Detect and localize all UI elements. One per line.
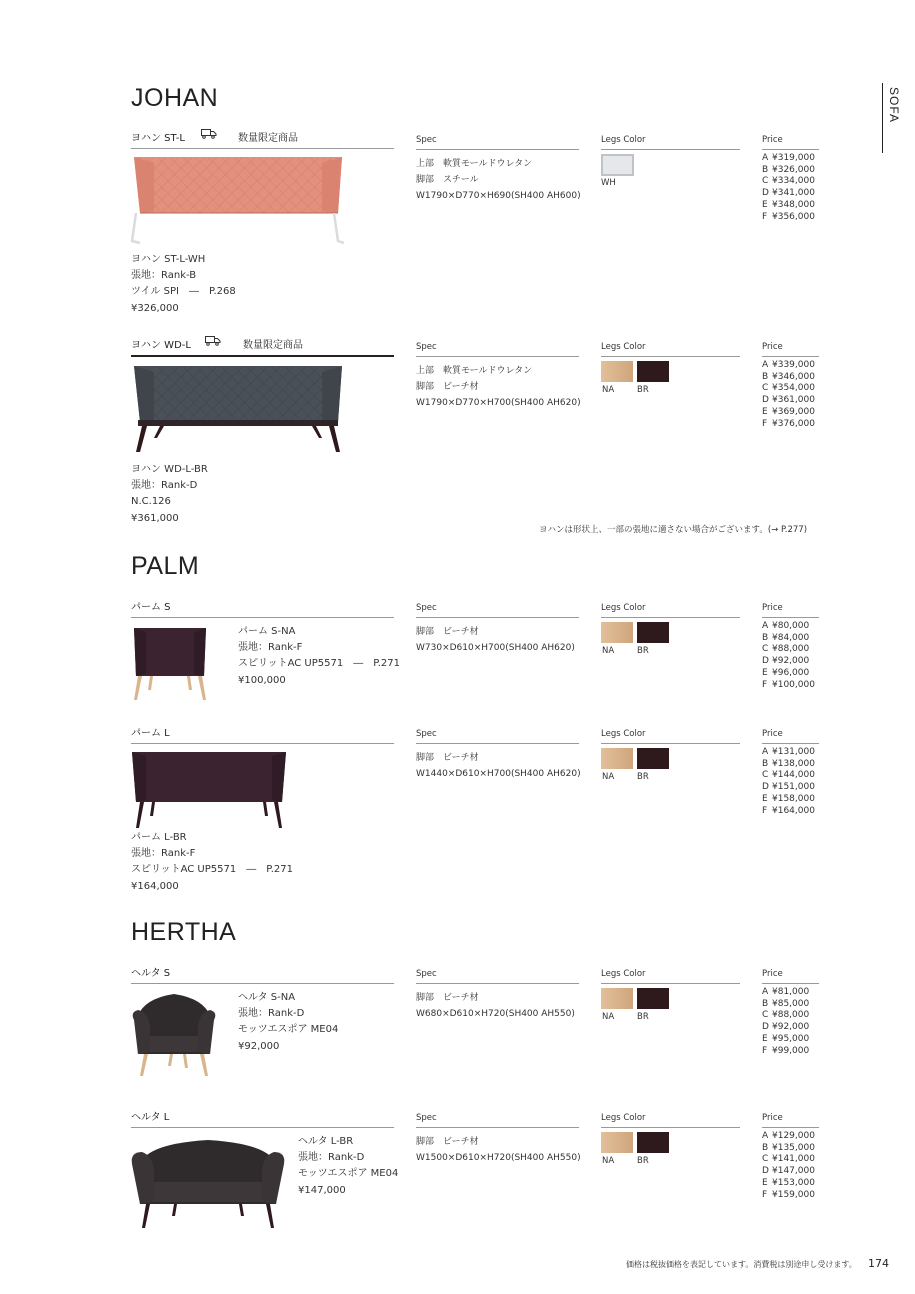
spec-header: Spec [416,969,579,984]
legs-swatch-br [637,1132,669,1153]
truck-icon [201,129,217,139]
caption-line: 張地：Rank-D [238,1008,305,1020]
spec-header: Spec [416,342,579,357]
product-caption [298,1134,398,1199]
truck-icon [205,336,221,346]
price-row [762,1034,809,1046]
spec-text [416,156,581,204]
price-row [762,383,815,395]
price-row [762,1143,815,1155]
price-grade: C [762,770,769,781]
price-value: ¥131,000 [772,747,815,757]
legs-label-br: BR [637,1012,649,1022]
caption-line: 張地：Rank-D [131,480,198,492]
price-value: ¥80,000 [772,621,810,631]
sofa-image-palm-l [130,750,288,830]
price-value: ¥95,000 [772,1033,810,1044]
price-row [762,680,815,692]
price-value: ¥376,000 [772,418,815,429]
price-grade: A [762,621,769,631]
legs-color-header: Legs Color [601,135,740,150]
price-value: ¥319,000 [772,153,815,163]
spec-line: W730×D610×H700(SH400 AH620) [416,643,575,653]
price-grade: D [762,188,769,199]
sofa-image-hertha-l [130,1134,286,1230]
price-row [762,644,815,656]
limited-label: 数量限定商品 [243,340,303,351]
price-grade: E [762,1033,768,1044]
price-row [762,212,815,224]
product-caption [238,990,338,1055]
spec-line: W1440×D610×H700(SH400 AH620) [416,769,581,779]
caption-line: モッツエスポア ME04 [298,1168,399,1180]
price-header: Price [762,135,819,150]
price-row [762,1010,809,1022]
caption-price: ¥326,000 [131,302,179,314]
price-grade: B [762,371,769,382]
legs-swatch-br [637,361,669,382]
price-value: ¥129,000 [772,1131,815,1141]
price-value: ¥84,000 [772,632,810,643]
price-row [762,770,815,782]
price-row [762,747,815,759]
price-row [762,621,815,633]
caption-line: 張地：Rank-D [298,1152,365,1164]
legs-swatch-na [601,988,633,1009]
price-row [762,987,809,999]
price-grade: E [762,793,768,804]
series-title-hertha: HERTHA [131,918,237,946]
price-value: ¥326,000 [772,164,815,175]
price-grade: B [762,998,769,1009]
sofa-image-johan-wd [130,364,346,456]
price-row [762,360,815,372]
price-value: ¥348,000 [772,199,815,210]
price-value: ¥159,000 [772,1189,815,1200]
price-grade: A [762,747,769,757]
price-value: ¥158,000 [772,793,815,804]
johan-note: ヨハンは形状上、一部の張地に適さない場合がございます。(→ P.277) [539,525,808,535]
caption-line: 張地：Rank-F [131,848,196,860]
price-row [762,668,815,680]
price-row [762,372,815,384]
price-row [762,656,815,668]
legs-label-na: NA [602,1012,615,1022]
legs-color-header: Legs Color [601,729,740,744]
price-value: ¥88,000 [772,1010,810,1021]
price-grade: C [762,176,769,187]
caption-line: パーム S-NA [238,626,296,637]
product-title [131,336,394,357]
legs-label-br: BR [637,385,649,395]
price-grade: F [762,418,768,429]
price-value: ¥85,000 [772,998,810,1009]
caption-line: ヨハン WD-L-BR [131,464,208,475]
chair-image-palm-s [130,624,210,702]
price-grade: A [762,360,769,370]
price-grade: C [762,1154,769,1165]
spec-text [416,363,581,411]
price-list [762,621,815,691]
price-header: Price [762,969,819,984]
price-grade: B [762,1142,769,1153]
page-number: 174 [868,1257,889,1270]
caption-line: N.C.126 [131,496,171,508]
price-grade: C [762,644,769,655]
price-value: ¥96,000 [772,667,810,678]
product-title [131,129,394,149]
price-row [762,153,815,165]
tax-note: 価格は税抜価格を表記しています。消費税は別途申し受けます。 [626,1260,857,1269]
price-row [762,999,809,1011]
price-value: ¥164,000 [772,805,815,816]
price-row [762,782,815,794]
price-grade: F [762,211,768,222]
price-value: ¥92,000 [772,1022,810,1033]
price-grade: F [762,1189,768,1200]
price-value: ¥151,000 [772,782,815,793]
price-value: ¥356,000 [772,211,815,222]
price-row [762,1154,815,1166]
product-name: ヨハン ST-L [131,133,185,144]
price-value: ¥354,000 [772,383,815,394]
spec-line: 脚部 ビーチ材 [416,382,479,392]
legs-label-br: BR [637,772,649,782]
price-grade: E [762,667,768,678]
price-grade: E [762,406,768,417]
caption-price: ¥100,000 [238,674,286,686]
price-row [762,188,815,200]
caption-line: スピリットAC UP5571 ― P.271 [238,658,400,670]
caption-line: パーム L-BR [131,832,187,843]
spec-text [416,624,575,656]
legs-swatch-na [601,1132,633,1153]
price-value: ¥339,000 [772,360,815,370]
price-value: ¥100,000 [772,679,815,690]
price-grade: B [762,632,769,643]
legs-swatch-br [637,622,669,643]
legs-label-br: BR [637,646,649,656]
caption-line: 張地：Rank-F [238,642,303,654]
caption-price: ¥361,000 [131,512,179,524]
spec-text [416,750,581,782]
caption-line: ヘルタ S-NA [238,992,296,1003]
legs-swatch-br [637,748,669,769]
price-list [762,987,809,1057]
series-title-palm: PALM [131,552,200,580]
spec-header: Spec [416,135,579,150]
chair-image-hertha-s [130,990,218,1078]
price-value: ¥135,000 [772,1142,815,1153]
product-caption [131,252,236,317]
spec-text [416,1134,581,1166]
spec-line: 脚部 ビーチ材 [416,627,479,637]
spec-line: 脚部 ビーチ材 [416,1137,479,1147]
price-row [762,407,815,419]
price-header: Price [762,342,819,357]
spec-line: W1500×D610×H720(SH400 AH550) [416,1153,581,1163]
spec-line: W1790×D770×H700(SH400 AH620) [416,398,581,408]
price-row [762,419,815,431]
price-value: ¥99,000 [772,1045,810,1056]
price-row [762,1046,809,1058]
legs-swatch-br [637,988,669,1009]
legs-label-na: NA [602,385,615,395]
product-name: ヨハン WD-L [131,340,191,351]
price-row [762,176,815,188]
caption-price: ¥164,000 [131,880,179,892]
spec-line: W1790×D770×H690(SH400 AH600) [416,191,581,201]
price-grade: B [762,164,769,175]
legs-color-header: Legs Color [601,603,740,618]
price-row [762,395,815,407]
price-grade: E [762,199,768,210]
side-tab-sofa [882,83,905,153]
price-row [762,759,815,771]
price-grade: E [762,1177,768,1188]
price-grade: D [762,395,769,406]
caption-price: ¥147,000 [298,1184,346,1196]
legs-label-na: NA [602,1156,615,1166]
spec-line: 脚部 スチール [416,175,479,185]
spec-text [416,990,575,1022]
spec-header: Spec [416,729,579,744]
price-list [762,360,815,430]
price-grade: C [762,383,769,394]
caption-line: ヘルタ L-BR [298,1136,354,1147]
price-row [762,794,815,806]
price-value: ¥153,000 [772,1177,815,1188]
price-row [762,1131,815,1143]
caption-line: ヨハン ST-L-WH [131,254,206,265]
legs-color-header: Legs Color [601,1113,740,1128]
legs-swatch-na [601,361,633,382]
price-grade: A [762,1131,769,1141]
price-list [762,1131,815,1201]
price-grade: D [762,1166,769,1177]
legs-color-header: Legs Color [601,969,740,984]
sofa-image-johan-st [130,155,346,247]
price-grade: D [762,1022,769,1033]
caption-line: スピリットAC UP5571 ― P.271 [131,864,293,876]
price-value: ¥141,000 [772,1154,815,1165]
legs-label-wh: WH [601,178,616,188]
product-caption [131,462,208,527]
price-list [762,153,815,223]
legs-label-na: NA [602,772,615,782]
legs-swatch-na [601,748,633,769]
price-value: ¥341,000 [772,188,815,199]
price-grade: A [762,153,769,163]
price-value: ¥361,000 [772,395,815,406]
series-title-johan: JOHAN [131,84,219,112]
caption-line: モッツエスポア ME04 [238,1024,339,1036]
price-header: Price [762,603,819,618]
price-row [762,633,815,645]
spec-line: 脚部 ビーチ材 [416,993,479,1003]
price-row [762,1022,809,1034]
legs-swatch-wh [601,154,634,176]
price-grade: F [762,679,768,690]
price-list [762,747,815,817]
price-value: ¥81,000 [772,987,810,997]
legs-label-br: BR [637,1156,649,1166]
price-row [762,806,815,818]
price-grade: D [762,656,769,667]
product-title: パーム L [131,724,394,744]
legs-label-na: NA [602,646,615,656]
price-row [762,200,815,212]
price-grade: F [762,805,768,816]
price-value: ¥334,000 [772,176,815,187]
product-title: パーム S [131,598,394,618]
price-row [762,1178,815,1190]
price-row [762,165,815,177]
price-value: ¥88,000 [772,644,810,655]
spec-line: 脚部 ビーチ材 [416,753,479,763]
price-value: ¥147,000 [772,1166,815,1177]
price-value: ¥369,000 [772,406,815,417]
price-grade: A [762,987,769,997]
product-title: ヘルタ L [131,1108,394,1128]
product-caption [131,830,293,895]
price-grade: B [762,758,769,769]
legs-color-header: Legs Color [601,342,740,357]
price-grade: C [762,1010,769,1021]
spec-line: W680×D610×H720(SH400 AH550) [416,1009,575,1019]
price-header: Price [762,729,819,744]
spec-line: 上部 軟質モールドウレタン [416,159,533,169]
side-tab-label: SOFA [887,87,901,124]
caption-line: 張地：Rank-B [131,270,197,282]
price-row [762,1190,815,1202]
spec-header: Spec [416,603,579,618]
price-grade: D [762,782,769,793]
price-header: Price [762,1113,819,1128]
price-row [762,1166,815,1178]
product-title: ヘルタ S [131,964,394,984]
price-value: ¥138,000 [772,758,815,769]
price-value: ¥144,000 [772,770,815,781]
limited-label: 数量限定商品 [238,133,298,144]
product-caption [238,624,400,689]
price-value: ¥92,000 [772,656,810,667]
price-grade: F [762,1045,768,1056]
spec-header: Spec [416,1113,579,1128]
spec-line: 上部 軟質モールドウレタン [416,366,533,376]
price-value: ¥346,000 [772,371,815,382]
caption-price: ¥92,000 [238,1040,280,1052]
legs-swatch-na [601,622,633,643]
caption-line: ツイル SPI ― P.268 [131,286,236,298]
